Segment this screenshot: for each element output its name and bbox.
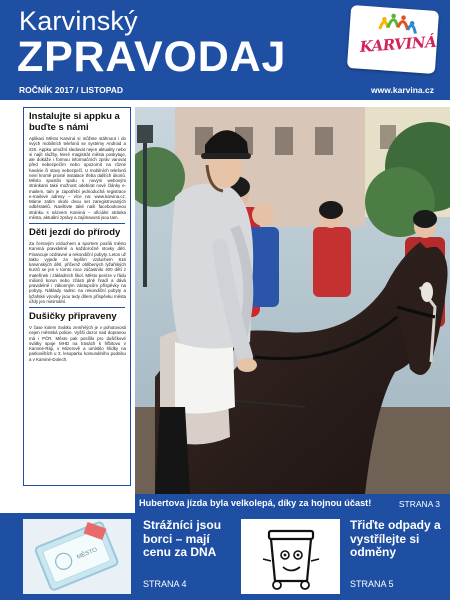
- teaser-title[interactable]: Třiďte odpady a vystřílejte si odměny: [350, 518, 441, 559]
- article-heading: Instalujte si appku a buďte s námi: [29, 111, 120, 133]
- article-body: Aplikaci Město Karviná si můžete stáhnout i do svých mobilních telefonů se systémy Android a iOS. Appka umožní sledovat nejen aktuality nebo si najít služby, které magistrát města poskytuje, ale dokáže i formou informačních zpráv varovat před nebezpečím nebo upozornit na různé havárie či stavy nebezpečí. U mobilních telefonů není kromě prosté instalace třeba dalších úkonů. Město spustilo spolu s novým webovým stránkami také možnost odebírat nové články e-mailem, tam je zapotřebí jednoduchá registrace e-mailové adresy – více na: www.karvina.cz. Máme zatím okolo dvou set zaregistrovaných odběratelů. Navštivte také naši facebookovou stránku s názvem Karviná – oficiální stránka města, aktuální zprávy a zajímavosti jsou tam.: [29, 136, 126, 220]
- hero-page-ref: STRANA 3: [398, 498, 440, 509]
- hero-photo: [135, 107, 450, 494]
- article-body: Za čerstvým vzduchem a sportem posílá město Karviná pravidelně a každoročně stovky dětí. Financuje ozdravné a rekondiční pobyty. Letos už takto vyjede za lepším vzduchem 616 karvinských dětí, přičemž oblíbených lyžařských kurzů se jen v tomto roce zúčastnilo 400 dětí z mateřinek i základních škol. Město peníze v řádu milionů korun nebo zčásti plně hradí a dává pravidelně i zákonným zástupcům příspěvky na pobyty. Náklady radnic na rekondiční pobyty a lyžařské výcviky jsou tedy dílem příspěvku města vždy jen minimální.: [29, 241, 126, 304]
- teaser-page-ref: STRANA 4: [143, 579, 187, 589]
- article-body: V čase kolem Svátku zemřelých je v pohotovosti nejen městská policie. Vyšší dozor nad dopravou má i PČR. Město pak posílilo pro dušičkové svátky spoje MHD na trasách k hřbitovu v Karviné-Ráji, v Mizerově a umístilo hlídky na parkovištích u 3. lesoparku komunálního podniku a v Karviné-Dolech.: [29, 325, 126, 362]
- hero-caption: Hubertova jízda byla velkolepá, díky za hojnou účast!: [139, 498, 372, 508]
- masthead-title-line1: Karvinský: [19, 6, 138, 36]
- teaser-page-ref: STRANA 5: [350, 579, 394, 589]
- sidebar-article-children: [24, 224, 130, 304]
- glass-award-icon: [23, 519, 131, 594]
- masthead: [0, 0, 450, 100]
- website-link[interactable]: www.karvina.cz: [371, 85, 434, 95]
- teaser-waste-bin-image[interactable]: [241, 519, 340, 594]
- article-heading: Dušičky připraveny: [29, 311, 117, 322]
- award-engraving: MĚSTO: [76, 547, 99, 561]
- sidebar-article-app: [24, 108, 130, 220]
- sidebar-news-column: [23, 107, 131, 486]
- logo-wordmark: KARVINÁ: [359, 32, 437, 57]
- teaser-strip: [0, 513, 450, 600]
- hero-caption-bar[interactable]: [135, 494, 450, 513]
- teaser-award-image[interactable]: [23, 519, 131, 594]
- sidebar-article-dusicky: [24, 308, 130, 362]
- teaser-title[interactable]: Strážníci jsou borci – mají cenu za DNA: [143, 518, 222, 559]
- masthead-title-line2: ZPRAVODAJ: [17, 33, 287, 81]
- rider-on-horse-illustration: [135, 107, 450, 494]
- city-logo: [347, 5, 439, 74]
- waste-bin-icon: [241, 519, 340, 594]
- issue-label: ROČNÍK 2017 / LISTOPAD: [19, 85, 124, 95]
- article-heading: Děti jezdí do přírody: [29, 227, 121, 238]
